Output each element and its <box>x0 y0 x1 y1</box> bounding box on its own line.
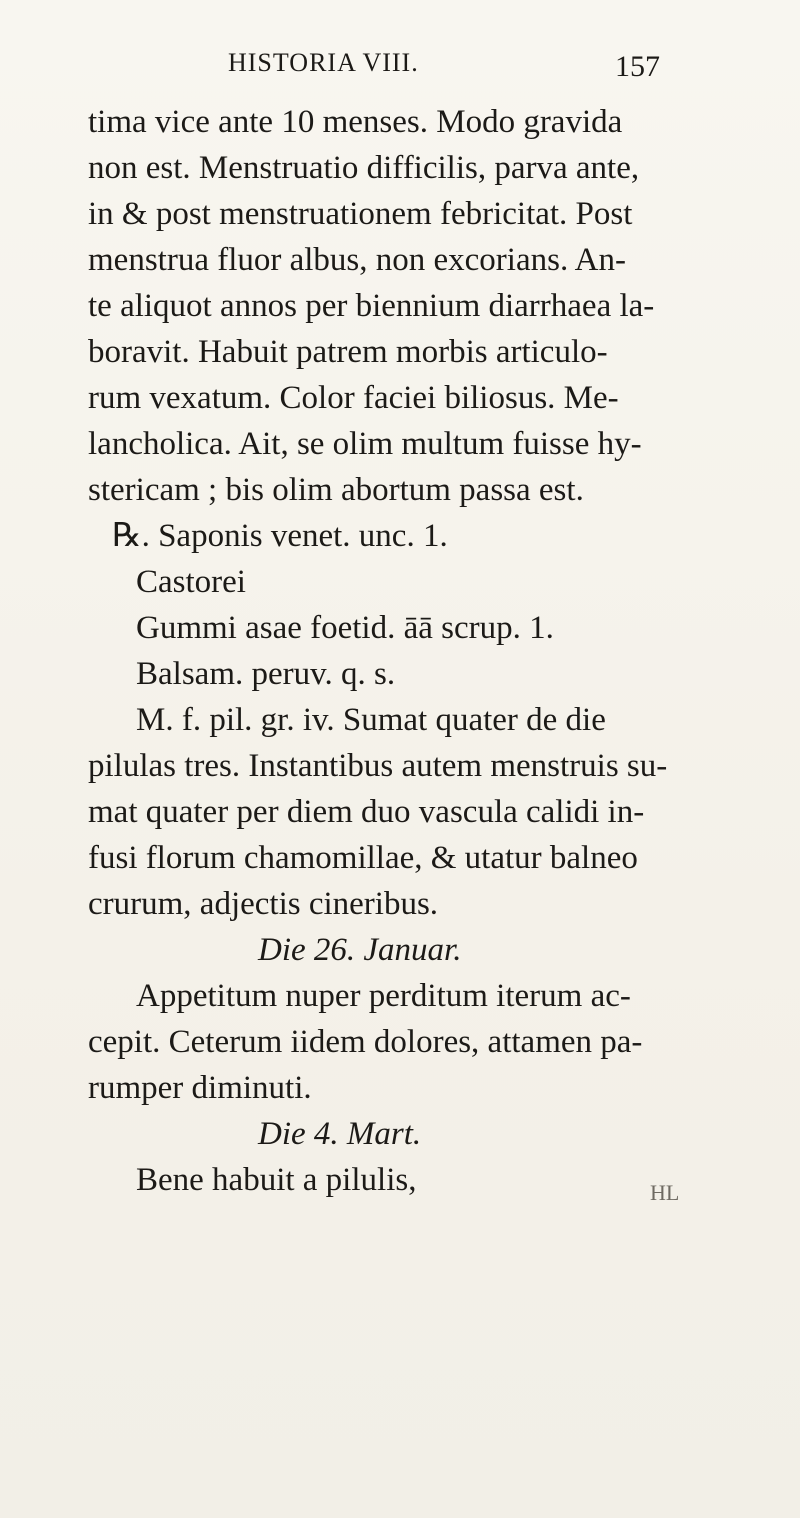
text-line: stericam ; bis olim abortum passa est. <box>88 472 584 508</box>
text-line: M. f. pil. gr. iv. Sumat quater de die <box>136 702 606 738</box>
prescription-line: Castorei <box>136 564 246 600</box>
catchword: HL <box>650 1180 680 1205</box>
text-line: tima vice ante 10 menses. Modo gravida <box>88 104 623 140</box>
date-heading: Die 4. Mart. <box>258 1116 422 1152</box>
text-line: lancholica. Ait, se olim multum fuisse hy- <box>88 426 642 462</box>
text-line: mat quater per diem duo vascula calidi in- <box>88 794 645 830</box>
text-line: rumper diminuti. <box>88 1070 312 1106</box>
page-number: 157 <box>615 50 660 83</box>
prescription-line: ℞. Saponis venet. unc. 1. <box>112 518 448 554</box>
running-head: HISTORIA VIII. <box>228 48 419 77</box>
prescription-line: Balsam. peruv. q. s. <box>136 656 396 692</box>
text-line: boravit. Habuit patrem morbis articulo- <box>88 334 608 370</box>
text-line: menstrua fluor albus, non excorians. An- <box>88 242 626 278</box>
text-line: in & post menstruationem febricitat. Post <box>88 196 633 232</box>
text-line: pilulas tres. Instantibus autem menstruis su- <box>88 748 668 784</box>
text-line: Bene habuit a pilulis, <box>136 1162 417 1198</box>
text-line: te aliquot annos per biennium diarrhaea la- <box>88 288 655 324</box>
text-line: crurum, adjectis cineribus. <box>88 886 439 922</box>
date-heading: Die 26. Januar. <box>258 932 462 968</box>
text-line: fusi florum chamomillae, & utatur balneo <box>88 840 638 876</box>
text-line: non est. Menstruatio difficilis, parva ante, <box>88 150 640 186</box>
page-header <box>0 44 800 94</box>
text-line: cepit. Ceterum iidem dolores, attamen pa- <box>88 1024 643 1060</box>
text-line: rum vexatum. Color faciei biliosus. Me- <box>88 380 619 416</box>
prescription-line: Gummi asae foetid. āā scrup. 1. <box>136 610 554 646</box>
text-line: Appetitum nuper perditum iterum ac- <box>136 978 631 1014</box>
